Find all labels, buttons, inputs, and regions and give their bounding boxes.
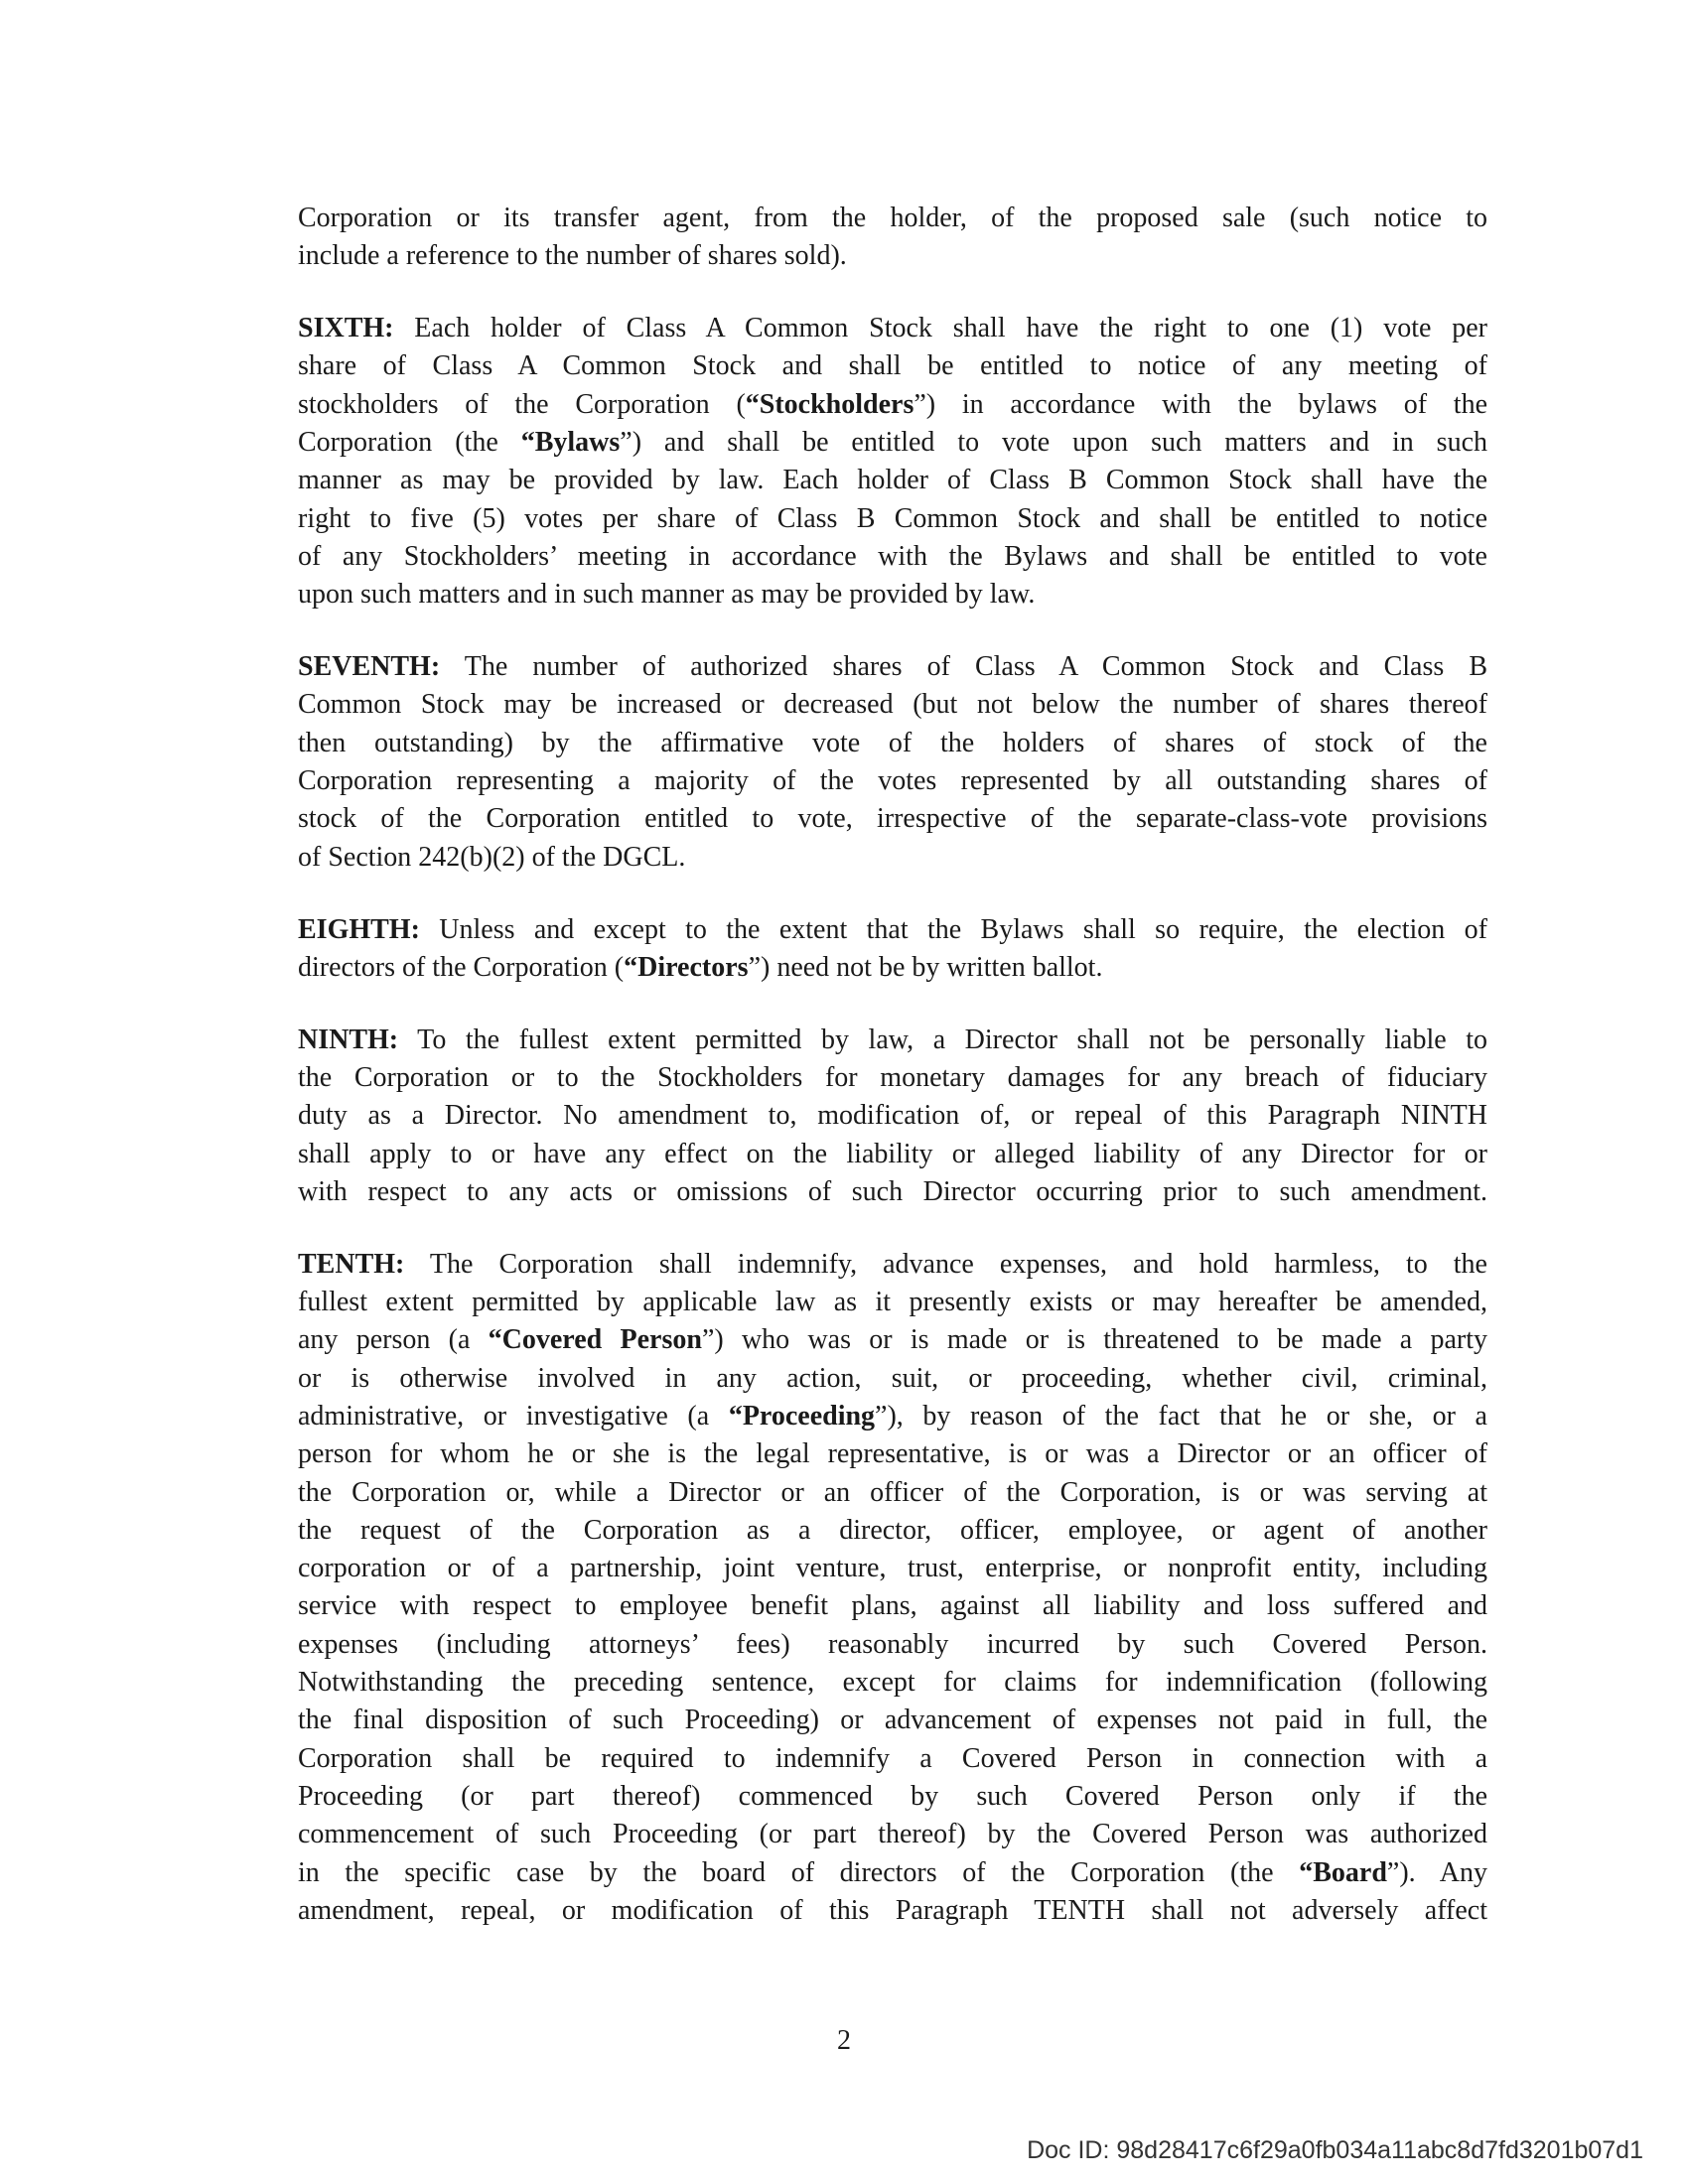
defined-term: “Bylaws [520,427,621,459]
paragraph [298,200,1487,276]
text-segment: duty as a Director. No amendment to, modification of, or repeal of this Paragraph NINTH [298,1100,1487,1132]
text-segment: ”) in accordance with the bylaws of the [914,388,1488,420]
text-line [298,237,1487,275]
paragraph [298,1246,1487,1930]
text-line [298,1816,1487,1853]
text-segment: administrative, or investigative (a [298,1400,729,1432]
text-line [298,648,1487,686]
defined-term: “Board [1299,1856,1387,1888]
text-line [298,911,1487,949]
text-line [298,538,1487,576]
text-segment: then outstanding) by the affirmative vote of the holders of shares of stock of the [298,727,1487,758]
text-line [298,725,1487,762]
text-segment: the request of the Corporation as a director, officer, employee, or agent of another [298,1514,1487,1546]
text-line [298,1550,1487,1587]
text-line [298,686,1487,724]
text-segment: or is otherwise involved in any action, suit, or proceeding, whether civil, criminal, [298,1362,1487,1394]
defined-term: SEVENTH: [298,651,441,683]
text-line [298,1435,1487,1473]
text-segment: Corporation representing a majority of the votes represented by all outstanding shares of [298,765,1487,797]
text-segment: right to five (5) votes per share of Class B Common Stock and shall be entitled to notice [298,502,1487,534]
text-line [298,1740,1487,1778]
text-line [298,1246,1487,1284]
text-line [298,310,1487,347]
text-segment: Corporation or its transfer agent, from the holder, of the proposed sale (such notice to [298,203,1487,233]
text-segment: ”) and shall be entitled to vote upon such matters and in such [620,427,1488,459]
text-segment: commencement of such Proceeding (or part thereof) by the Covered Person was authorized [298,1819,1487,1850]
text-line [298,200,1487,237]
text-segment: ”) need not be by written ballot. [748,951,1103,983]
text-line [298,1854,1487,1892]
text-segment: the Corporation or to the Stockholders for monetary damages for any breach of fiduciary [298,1062,1487,1094]
text-line [298,1474,1487,1512]
page-number: 2 [837,2025,851,2056]
text-segment: The number of authorized shares of Class A Common Stock and Class B [440,651,1487,683]
defined-term: NINTH: [298,1024,399,1055]
text-segment: person for whom he or she is the legal representative, is or was a Director or an officer of [298,1438,1487,1470]
text-line [298,386,1487,424]
text-segment: of any Stockholders’ meeting in accordance with the Bylaws and shall be entitled to vote [298,540,1487,572]
text-segment: share of Class A Common Stock and shall be entitled to notice of any meeting of [298,350,1487,382]
text-segment: Corporation shall be required to indemnify a Covered Person in connection with a [298,1742,1487,1774]
text-segment: The Corporation shall indemnify, advance expenses, and hold harmless, to the [404,1248,1487,1280]
text-line [298,1136,1487,1173]
text-line [298,1360,1487,1398]
text-segment: shall apply to or have any effect on the liability or alleged liability of any Director for or [298,1138,1487,1169]
text-segment: stockholders of the Corporation ( [298,388,746,420]
defined-term: “Directors [624,951,749,983]
text-line [298,1173,1487,1211]
text-segment: service with respect to employee benefit plans, against all liability and loss suffered and [298,1590,1487,1622]
text-line [298,1778,1487,1816]
text-segment: amendment, repeal, or modification of this Paragraph TENTH shall not adversely affect [298,1894,1487,1926]
defined-term: TENTH: [298,1248,405,1280]
text-segment: in the specific case by the board of directors of the Corporation (the [298,1856,1300,1888]
paragraph [298,911,1487,988]
text-segment: corporation or of a partnership, joint venture, trust, enterprise, or nonprofit entity, including [298,1553,1487,1584]
text-segment: Notwithstanding the preceding sentence, except for claims for indemnification (following [298,1667,1487,1699]
text-segment: Proceeding (or part thereof) commenced by such Covered Person only if the [298,1780,1487,1812]
text-line [298,1097,1487,1135]
text-line [298,1059,1487,1097]
text-segment: include a reference to the number of shares sold). [298,240,847,272]
text-line [298,1892,1487,1930]
text-line [298,1398,1487,1435]
text-segment: directors of the Corporation ( [298,951,625,983]
text-line [298,347,1487,385]
text-line [298,1702,1487,1739]
text-line [298,424,1487,462]
text-line [298,949,1487,987]
text-line [298,1284,1487,1321]
text-line [298,762,1487,800]
text-line [298,1664,1487,1702]
text-segment: manner as may be provided by law. Each holder of Class B Common Stock shall have the [298,465,1487,496]
defined-term: “Covered Person [488,1324,702,1356]
text-segment: the Corporation or, while a Director or an officer of the Corporation, is or was serving at [298,1476,1487,1508]
text-line [298,1321,1487,1359]
paragraph [298,1022,1487,1211]
text-line [298,500,1487,538]
text-line [298,1512,1487,1550]
paragraph [298,648,1487,877]
text-segment: ”), by reason of the fact that he or she, or a [875,1400,1487,1432]
text-line [298,576,1487,614]
paragraph [298,310,1487,614]
text-segment: expenses (including attorneys’ fees) reasonably incurred by such Covered Person. [298,1628,1487,1660]
text-segment: stock of the Corporation entitled to vote, irrespective of the separate-class-vote provisions [298,803,1487,835]
text-segment: To the fullest extent permitted by law, a Director shall not be personally liable to [398,1024,1487,1055]
text-segment: fullest extent permitted by applicable law as it presently exists or may hereafter be amended, [298,1287,1487,1318]
document-body [298,200,1487,1965]
text-line [298,462,1487,499]
defined-term: EIGHTH: [298,913,420,945]
text-segment: Corporation (the [298,427,521,459]
text-line [298,800,1487,838]
text-line [298,1587,1487,1625]
text-segment: Unless and except to the extent that the Bylaws shall so require, the election of [419,913,1487,945]
text-line [298,1626,1487,1664]
defined-term: “Stockholders [745,388,914,420]
text-segment: upon such matters and in such manner as may be provided by law. [298,579,1036,611]
text-segment: the final disposition of such Proceeding) or advancement of expenses not paid in full, the [298,1705,1487,1736]
text-line [298,839,1487,877]
text-segment: with respect to any acts or omissions of such Director occurring prior to such amendment. [298,1175,1487,1207]
defined-term: SIXTH: [298,313,394,344]
text-line [298,1022,1487,1059]
text-segment: ”). Any [1386,1856,1487,1888]
doc-id: Doc ID: 98d28417c6f29a0fb034a11abc8d7fd3201b07d1 [1027,2136,1643,2164]
defined-term: “Proceeding [728,1400,876,1432]
text-segment: any person (a [298,1324,489,1356]
text-segment: ”) who was or is made or is threatened to be made a party [701,1324,1488,1356]
text-segment: Each holder of Class A Common Stock shall have the right to one (1) vote per [393,313,1487,344]
text-segment: of Section 242(b)(2) of the DGCL. [298,841,686,873]
text-segment: Common Stock may be increased or decreased (but not below the number of shares thereof [298,689,1487,721]
